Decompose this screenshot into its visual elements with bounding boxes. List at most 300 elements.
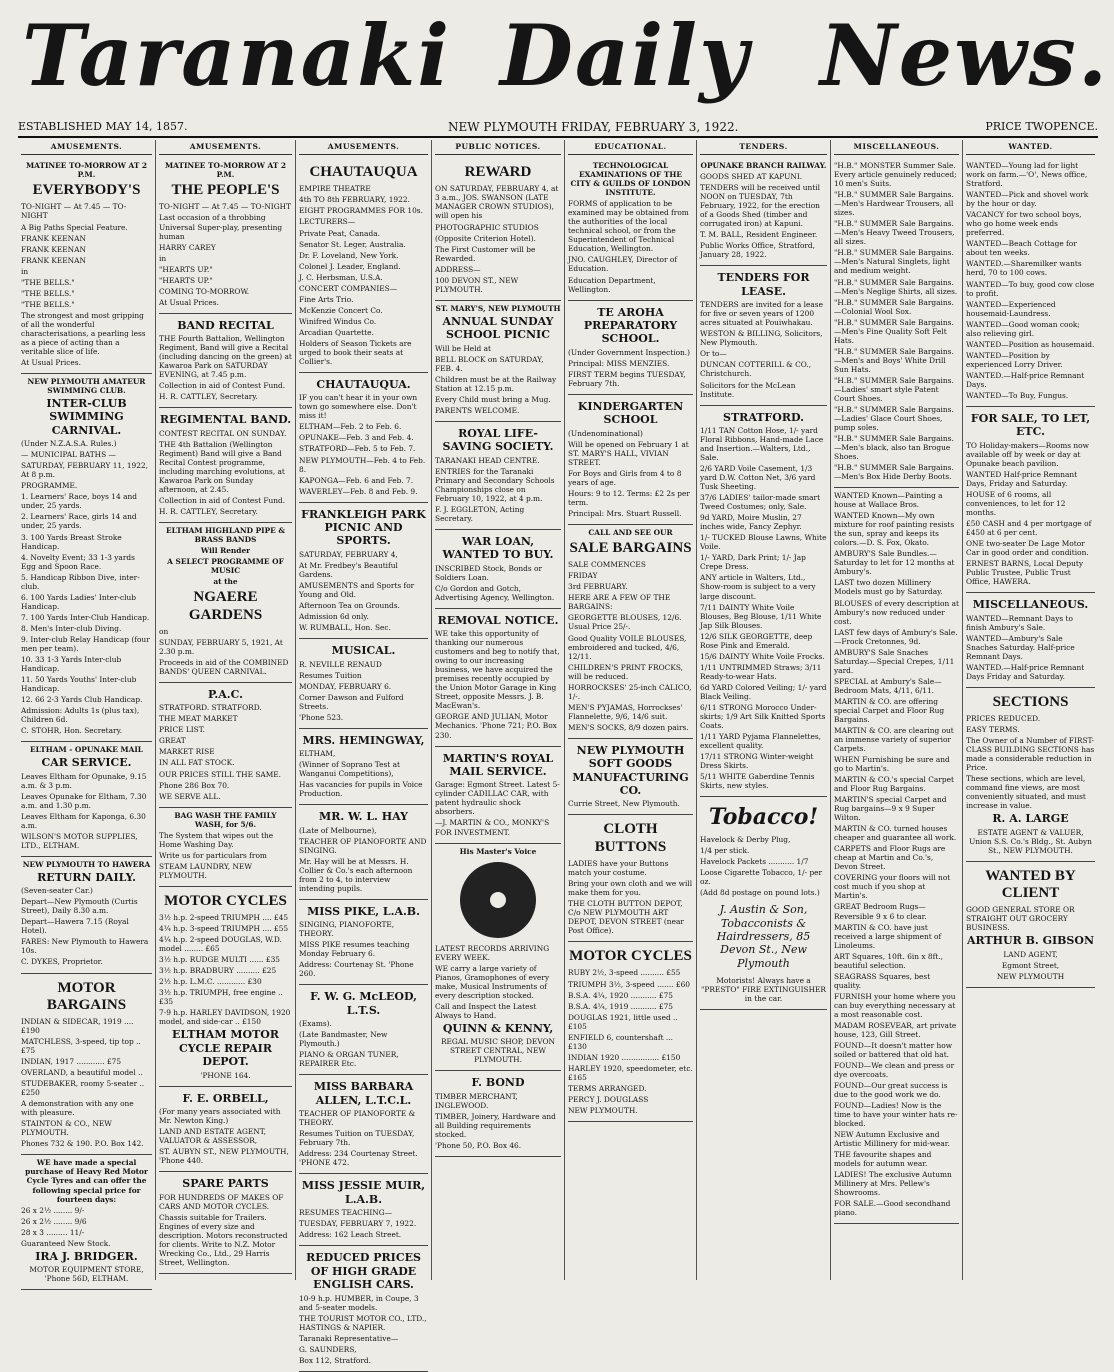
ad-body-line: EIGHT PROGRAMMES FOR 10s. [299, 206, 423, 216]
ad-body-line: in [21, 266, 29, 276]
ad-body-line: FRANK KEENAN [21, 233, 86, 243]
advertisement [568, 301, 693, 395]
ad-body-line: 1/11 TAN Cotton Hose, 1/- yard Floral Ribbons, Hand-made Lace and Insertion.—Walters, Ltd., Sale. [700, 425, 824, 463]
ad-body-line: BLOUSES of every description at Ambury's now reduced under cost. [834, 598, 959, 626]
ad-body-line: Mr. Hay will be at Messrs. H. Collier & Co.'s each afternoon from 2 to 4, to interview intending pupils. [299, 856, 413, 893]
ad-body-line: GEORGE AND JULIAN, Motor Mechanics. 'Phone 721; P.O. Box 230. [435, 712, 557, 740]
ad-body-line: CHILDREN'S PRINT FROCKS, will be reduced. [568, 662, 684, 681]
ad-body-line: FURNISH your home where you can buy everything necessary at a most reasonable cost. [834, 991, 956, 1019]
advertisement [21, 974, 152, 1156]
ad-body-line: Children must be at the Railway Station at 12.15 p.m. [435, 374, 557, 393]
ad-body-line: MADAM ROSEVEAR, art private house, 123, Gill Street. [834, 1020, 957, 1039]
ad-body-line: GREAT [159, 736, 186, 746]
ad-body-line: C/o Gordon and Gotch, Advertising Agency, Wellington. [435, 583, 555, 602]
ad-body-line: Taranaki Representative— [299, 1333, 399, 1343]
ad-headline: SECTIONS [992, 693, 1069, 710]
ad-body-line: T. M. BALL, Resident Engineer. [700, 230, 818, 240]
column [963, 140, 1098, 1280]
ad-body-line: TO Holiday-makers—Rooms now available off by week or day at Opunake beach pavilion. [966, 440, 1089, 468]
ad-subheadline: BAND RECITAL [177, 318, 274, 332]
ad-body-line: FORMS of application to be examined may be obtained from the authorities of the local technical school, or from the Superintendent of Technical Education, Wellington. [568, 199, 689, 254]
ad-body-line: HERE ARE A FEW OF THE BARGAINS: [568, 593, 671, 612]
ad-tail-line: Egmont Street, [1001, 960, 1060, 970]
ad-body-line: COVERING your floors will not cost much if you shop at Martin's. [834, 873, 951, 901]
advertisement [159, 408, 292, 523]
ad-body-line: 37/6 LADIES' tailor-made smart Tweed Costumes; only, Sale. [700, 493, 821, 512]
ad-body-line: PRICES REDUCED. [966, 714, 1041, 724]
advertisement [159, 808, 292, 887]
ad-body-line: WANTED—To buy, good cow close to profit. [966, 279, 1095, 298]
ad-body-line: Phone 286 Box 70. [159, 780, 230, 790]
advertisement [299, 985, 428, 1075]
column-heading: AMUSEMENTS. [159, 140, 292, 155]
ad-body-line: TIMBER, Joinery, Hardware and all Building requirements stocked. [435, 1111, 556, 1139]
ad-body-line: MARKET RISE [159, 747, 215, 757]
ad-body-line: VACANCY for two school boys, who go home week ends preferred. [966, 210, 1082, 238]
ad-body-line: PERCY J. DOUGLASS [568, 1094, 649, 1104]
ad-body-line: Havelock & Derby Plug, [700, 834, 791, 844]
advertisement [700, 158, 827, 266]
ad-body-line: FRIDAY [568, 571, 598, 581]
ad-subheadline: REDUCED PRICES OF HIGH GRADE ENGLISH CARS. [306, 1251, 421, 1292]
ad-body-line: B.S.A. 4¼, 1919 ........... £75 [568, 1001, 673, 1011]
ad-body-line: Leaves Eltham for Opunake, 9.15 a.m. & 3 p.m. [21, 771, 147, 790]
ad-body-line: KAPONGA—Feb. 6 and Feb. 7. [299, 475, 414, 485]
ad-body-line: 6. 100 Yards Ladies' Inter-club Handicap. [21, 592, 136, 611]
ad-body-line: (Opposite Criterion Hotel). [435, 233, 536, 243]
advertisement [159, 887, 292, 1087]
dateline [18, 120, 1098, 138]
ad-intro-line: WE have made a special purchase of Heavy Red Motor Cycle Tyres and can offer the following special price for fourteen days: [25, 1158, 148, 1204]
ad-body-line: SUNDAY, FEBRUARY 5, 1921, At 2.30 p.m. [159, 637, 283, 656]
ad-body-line: AMUSEMENTS and Sports for Young and Old. [299, 580, 415, 599]
ad-body-line: At Usual Prices. [159, 297, 219, 307]
ad-body-line: MEN'S SOCKS, 8/9 dozen pairs. [568, 722, 689, 732]
ad-body-line: Fine Arts Trio. [299, 294, 354, 304]
ad-body-line: 1. Learners' Race, boys 14 and under, 25 yards. [21, 492, 137, 511]
ad-body-line: (Late of Melbourne), [299, 825, 377, 835]
ad-body-line: TERMS ARRANGED. [568, 1083, 647, 1093]
ad-body-line: 1/- TUCKED Blouse Lawns, White Voile. [700, 533, 827, 552]
ad-body-line: ENFIELD 6, countershaft ... £130 [568, 1032, 673, 1051]
ad-body-line: 3½ h.p. BRADBURY .......... £25 [159, 966, 277, 976]
ad-body-line: MARTIN & CO. turned houses cheaper and guarantee all work. [834, 824, 957, 843]
advertisement [159, 1172, 292, 1274]
ad-intro-line: ELTHAM HIGHLAND PIPE & BRASS BANDS [165, 526, 286, 545]
masthead [0, 0, 1114, 118]
ad-body-line: 26 x 2½ ........ 9/6 [21, 1216, 87, 1226]
advertisement [299, 900, 428, 986]
ad-body-line: LATEST RECORDS ARRIVING EVERY WEEK. [435, 943, 550, 962]
ad-body-line: 5. Handicap Ribbon Dive, inter-club. [21, 572, 140, 591]
ad-body-line: JNO. CAUGHLEY, Director of Education. [568, 255, 678, 274]
ad-body-line: "H.B." SUMMER Sale Bargains.—Ladies' smart style Patent Court Shoes. [834, 375, 954, 403]
ad-body-line: "HEARTS UP." [159, 264, 213, 274]
ad-body-line: (Exams). [299, 1019, 332, 1029]
ad-body-line: GOODS SHED AT KAPUNI. [700, 172, 803, 182]
ad-body-line: IF you can't hear it in your own town go somewhere else. Don't miss it! [299, 393, 418, 421]
ad-body-line: on [159, 626, 169, 636]
advertisement [159, 1087, 292, 1173]
masthead-title-daily: Daily [500, 6, 750, 105]
ad-body-line: PIANO & ORGAN TUNER, REPAIRER Etc. [299, 1050, 399, 1069]
ad-tail-line: NEW PLYMOUTH [996, 971, 1065, 981]
ad-body-line: 12/6 SILK GEORGETTE, deep Rose Pink and Emerald. [700, 631, 813, 650]
ad-body-line: 1/11 YARD Pyjama Flannelettes, excellent quality. [700, 731, 822, 750]
ad-subheadline: TE AROHA PREPARATORY SCHOOL. [583, 305, 678, 346]
ad-subheadline: ROYAL LIFE-SAVING SOCIETY. [442, 426, 554, 454]
ad-body-line: THE Fourth Battalion, Wellington Regiment, Band will give a Recital (including dancing on the green) at Kawaroa Park on SATURDAY EVENING, at 7.45 p.m. [159, 334, 292, 380]
ad-body-line: THE CLOTH BUTTON DEPOT, C/o NEW PLYMOUTH ART DEPOT, DEVON STREET (near Post Office). [568, 899, 684, 936]
ad-body-line: EASY TERMS. [966, 725, 1020, 735]
ad-body-line: FRANK KEENAN [21, 255, 86, 265]
ad-body-line: TENDERS are invited for a lease for five or seven years of 1200 acres situated at Pouiwhakau. [700, 300, 823, 328]
ad-body-line: SATURDAY, FEBRUARY 4, [299, 549, 398, 559]
ad-body-line: WANTED—Ambury's Sale Snaches Saturday. Half-price Remnant Days. [966, 633, 1075, 661]
ad-body-line: 1/11 UNTRIMMED Straws; 3/11 Ready-to-wear Hats. [700, 662, 822, 681]
ad-tail-line: Motorists! Always have a "PRESTO" FIRE EXTINGUISHER in the car. [701, 976, 826, 1004]
ad-body-line: (Under Government Inspection.) [568, 347, 691, 357]
ad-body-line: Chassis suitable for Trailers. Engines of every size and description. Motors reconstructed for clients. Write to N.Z. Motor Wrecking Co., Ltd., 29 Harris Street, Wellington. [159, 1212, 288, 1267]
ad-intro-line: His Master's Voice [459, 846, 537, 856]
ad-body-line: SATURDAY, FEBRUARY 11, 1922, At 8 p.m. [21, 461, 148, 480]
ad-body-line: GOOD GENERAL STORE OR STRAIGHT OUT GROCERY BUSINESS. [966, 905, 1075, 933]
ad-body-line: Senator St. Leger, Australia. [299, 239, 406, 249]
ad-body-line: (Add 8d postage on pound lots.) [700, 888, 820, 898]
ad-body-line: (Winner of Soprano Test at Wanganui Competitions), [299, 760, 400, 779]
ad-body-line: DUNCAN COTTERILL & CO., Christchurch. [700, 360, 812, 379]
ad-body-line: PROGRAMME. [21, 481, 78, 491]
ad-body-line: PHOTOGRAPHIC STUDIOS [435, 222, 539, 232]
ad-body-line: ANY article in Walters, Ltd., Show-room is subject to a very large discount. [700, 573, 816, 601]
ad-body-line: "H.B." SUMMER Sale Bargains.—Men's Natural Singlets, light and medium weight. [834, 248, 954, 276]
ad-body-line: 'Phone 50, P.O. Box 46. [435, 1140, 522, 1150]
ad-body-line: CONCERT COMPANIES— [299, 283, 398, 293]
ad-body-line: At Mr. Fredbey's Beautiful Gardens. [299, 560, 398, 579]
ad-body-line: "THE BELLS." [21, 288, 75, 298]
ad-body-line: For Boys and Girls from 4 to 8 years of age. [568, 468, 682, 487]
ad-body-line: ELTHAM—Feb. 2 to Feb. 6. [299, 422, 402, 432]
ad-body-line: Good Quality VOILE BLOUSES, embroidered and tucked, 4/6, 12/11. [568, 633, 687, 661]
ad-body-line: (For many years associated with Mr. Newton King.) [159, 1107, 281, 1126]
ad-body-line: LAST two dozen Millinery Models must go by Saturday. [834, 578, 943, 597]
ad-subheadline: IRA J. BRIDGER. [35, 1249, 138, 1263]
ad-body-line: TIMBER MERCHANT, INGLEWOOD. [435, 1091, 518, 1110]
ad-body-line: LADIES have your Buttons match your costume. [568, 858, 669, 878]
ad-body-line: OVERLAND, a beautiful model .. [21, 1068, 143, 1078]
ad-body-line: Collection in aid of Contest Fund. [159, 381, 286, 391]
ad-body-line: TEACHER OF PIANOFORTE & THEORY. [299, 1109, 416, 1128]
ad-subheadline: TENDERS FOR LEASE. [717, 271, 810, 298]
ad-body-line: WANTED Known—My own mixture for roof painting resists the sun, spray and keeps its colors.—D. S. Fox, Okato. [834, 511, 955, 548]
ad-body-line: Bring your own cloth and we will make them for you. [568, 879, 693, 898]
ad-body-line: The Owner of a Number of FIRST-CLASS BUILDING SECTIONS has made a considerable reduction in Price. [966, 736, 1095, 773]
column [156, 140, 296, 1280]
ad-body-line: 6/11 STRONG Morocco Under-skirts; 1/9 Art Silk Knitted Sports Coats. [700, 702, 826, 730]
ad-body-line: COMING TO-MORROW. [159, 286, 250, 296]
ad-body-line: WANTED—Young lad for light work on farm.—'O', News office, Stratford. [966, 161, 1088, 189]
ad-body-line: £50 CASH and 4 per mortgage of £450 at 6 per cent. [966, 518, 1092, 537]
advertisement [966, 862, 1095, 988]
ad-body-line: INSCRIBED Stock, Bonds or Soldiers Loan. [435, 563, 542, 582]
ad-body-line: TEACHER OF PIANOFORTE AND SINGING. [299, 836, 427, 855]
ad-body-line: 28 x 3 ......... 11/- [21, 1227, 85, 1237]
ad-subheadline: MRS. HEMINGWAY, [302, 733, 425, 747]
ad-body-line: ENTRIES for the Taranaki Primary and Secondary Schools Championships close on February 10, 1922, at 4 p.m. [435, 466, 555, 503]
advertisement [435, 422, 561, 530]
ad-body-line: 1/- YARD, Dark Print; 1/- Jap Crepe Dress. [700, 553, 806, 572]
advertisement [435, 158, 561, 301]
ad-intro-line: MATINEE TO-MORROW AT 2 P.M. [25, 161, 148, 180]
ad-body-line: Leaves Opunake for Eltham, 7.30 a.m. and 1.30 p.m. [21, 791, 147, 810]
ad-body-line: TUESDAY, FEBRUARY 7, 1922. [299, 1219, 417, 1229]
ad-body-line: GREAT Bedroom Rugs—Reversible 9 x 6 to clear. [834, 902, 927, 921]
ad-subheadline: INTER-CLUB SWIMMING CARNIVAL. [46, 397, 127, 437]
ad-body-line: "H.B." SUMMER Sale Bargains.—Men's Heavy Tweed Trousers, all sizes. [834, 219, 955, 247]
advertisement [966, 407, 1095, 593]
ad-body-line: 'Phone 523. [299, 712, 344, 722]
ad-subheadline: MISS PIKE, L.A.B. [307, 904, 420, 918]
ad-body-line: 9. Inter-club Relay Handicap (four men per team). [21, 634, 150, 653]
masthead-title-taranaki: Taranaki [22, 6, 452, 105]
ad-body-line: WILSON'S MOTOR SUPPLIES, LTD., ELTHAM. [21, 831, 138, 850]
ad-body-line: FRANK KEENAN [21, 244, 86, 254]
ad-body-line: SPECIAL at Ambury's Sale—Bedroom Mats, 4/11, 6/11. [834, 676, 942, 695]
ad-body-line: 3½ h.p. 2-speed TRIUMPH .... £45 [159, 913, 289, 923]
column-heading: EDUCATIONAL. [568, 140, 693, 155]
ad-body-line: W. RUMBALL, Hon. Sec. [299, 623, 391, 633]
ad-body-line: 2/6 YARD Voile Casement, 1/3 yard D.W. Cotton Net, 3/6 yard Tusk Sheeting. [700, 464, 816, 492]
ad-body-line: G. SAUNDERS, [299, 1344, 357, 1354]
ad-body-line: FOUND—It doesn't matter how soiled or battered that old hat. [834, 1040, 953, 1059]
ad-headline: NGAERE GARDENS [188, 589, 263, 623]
ad-body-line: MARTIN & CO. are clearing out an immense variety of superior Carpets. [834, 725, 954, 753]
ad-body-line: 7-9 h.p. HARLEY DAVIDSON, 1920 model, and side-car .. £150 [159, 1008, 291, 1027]
ad-body-line: "H.B." MONSTER Summer Sale. Every article genuinely reduced; 10 men's Suits. [834, 161, 957, 189]
ad-body-line: WANTED—Pick and shovel work by the hour or day. [966, 190, 1089, 209]
ad-body-line: R. NEVILLE RENAUD [299, 659, 382, 669]
ad-body-line: Winifred Windus Co. [299, 316, 377, 326]
ad-headline: MOTOR BARGAINS [46, 979, 127, 1013]
ad-body-line: FOR HUNDREDS OF MAKES OF CARS AND MOTOR CYCLES. [159, 1192, 284, 1211]
ad-body-line: 12. 66 2-3 Yards Club Handicap. [21, 695, 143, 705]
ad-body-line: Hours: 9 to 12. Terms: £2 2s per term. [568, 488, 690, 507]
ad-body-line: WHEN Furnishing be sure and go to Martin's. [834, 755, 950, 774]
advertisement [568, 739, 693, 816]
ad-body-line: Currie Street, New Plymouth. [568, 799, 680, 809]
ad-body-line: THE MEAT MARKET [159, 714, 238, 724]
ad-body-line: ELTHAM, [299, 749, 336, 759]
ad-body-line: WANTED—Good woman cook; also relieving girl. [966, 319, 1080, 338]
ad-body-line: WANTED Known—Painting a house at Wallace Bros. [834, 491, 943, 510]
ad-intro-line: ST. MARY'S, NEW PLYMOUTH [435, 303, 561, 313]
column [432, 140, 565, 1280]
ad-body-line: LECTURERS— [299, 217, 356, 227]
advertisement [21, 1155, 152, 1290]
established-date: ESTABLISHED MAY 14, 1857. [18, 120, 188, 133]
column-heading: PUBLIC NOTICES. [435, 140, 561, 155]
ad-body-line: ERNEST BARNS, Local Deputy Public Trustee, Public Trust Office, HAWERA. [966, 559, 1084, 587]
column [296, 140, 432, 1365]
ad-body-line: 100 DEVON ST., NEW PLYMOUTH. [435, 275, 519, 294]
ad-body-line: "H.B." SUMMER Sale Bargains.—Men's Fine Quality Soft Felt Hats. [834, 317, 954, 345]
ad-body-line: HARRY CAREY [159, 242, 216, 252]
advertisement [21, 374, 152, 742]
ad-body-line: AMBURY'S Sale Snaches Saturday.—Special Crepes, 1/11 yard. [834, 647, 955, 675]
ad-body-line: Collection in aid of Contest Fund. [159, 496, 286, 506]
ad-body-line: Every Child must bring a Mug. [435, 394, 551, 404]
ad-body-line: PRICE LIST. [159, 725, 205, 735]
ad-body-line: AMBURY'S Sale Bundles.—Saturday to let for 12 months at Ambury's. [834, 549, 955, 577]
ad-body-line: FOUND—We clean and press or dye overcoats. [834, 1060, 955, 1080]
ad-body-line: (Under N.Z.A.S.A. Rules.) [21, 439, 117, 449]
ad-subheadline: MISS JESSIE MUIR, L.A.B. [301, 1179, 426, 1206]
ad-body-line: WESTON & BILLING, Solicitors, New Plymouth. [700, 329, 823, 348]
ad-body-line: ST. AUBYN ST., NEW PLYMOUTH, 'Phone 440. [159, 1147, 289, 1166]
ad-body-line: FOR SALE.—Good secondhand piano. [834, 1199, 951, 1218]
ad-body-line: Afternoon Tea on Grounds. [299, 601, 400, 611]
ad-body-line: 4th TO 8th FEBRUARY, 1922. [299, 195, 410, 205]
ad-body-line: WANTED—Remnant Days to finish Ambury's Sale. [966, 613, 1073, 632]
ad-subheadline: CAR SERVICE. [41, 756, 132, 770]
ad-headline: CHAUTAUQUA [309, 164, 418, 181]
ad-subheadline: FOR SALE, TO LET, ETC. [970, 411, 1091, 439]
ad-tail-line: LAND AGENT, [1003, 949, 1058, 959]
ad-body-line: Guaranteed New Stock. [21, 1238, 111, 1248]
ad-body-line: 26 x 2½ ........ 9/- [21, 1205, 85, 1215]
ad-body-line: THE 4th Battalion (Wellington Regiment) Band will give a Band Recital Contest programme, including marching evolutions, at Kawaroa Park on Sunday afternoon, at 2.45. [159, 439, 285, 494]
advertisement [435, 609, 561, 747]
column [831, 140, 963, 1280]
advertisement [568, 395, 693, 525]
advertisement [299, 639, 428, 729]
column [565, 140, 697, 1280]
ad-body-line: (Late Bandmaster, New Plymouth.) [299, 1030, 388, 1049]
ad-body-line: Solicitors for the McLean Institute. [700, 380, 796, 399]
ad-subheadline: NEW PLYMOUTH SOFT GOODS MANUFACTURING CO. [572, 743, 689, 798]
advertisement [159, 523, 292, 683]
ad-headline: MOTOR CYCLES [164, 892, 287, 909]
ad-body-line: INDIAN 1920 ................ £150 [568, 1052, 681, 1062]
ad-body-line: Havelock Packets ........... 1/7 [700, 857, 809, 867]
advertisement [568, 525, 693, 739]
advertisement [299, 1246, 428, 1371]
ad-body-line: TO-NIGHT — At 7.45 — TO-NIGHT [21, 202, 127, 221]
issue-date: NEW PLYMOUTH FRIDAY, FEBRUARY 3, 1922. [448, 120, 739, 134]
ad-body-line: A demonstration with any one with pleasure. [21, 1099, 134, 1118]
ad-body-line: Will be opened on February 1 at ST. MARY'S HALL, VIVIAN STREET. [568, 439, 689, 467]
ad-body-line: 4¼ h.p. 3-speed TRIUMPH .... £55 [159, 924, 289, 934]
advertisement [700, 406, 827, 798]
ad-intro-line: NEW PLYMOUTH AMATEUR SWIMMING CLUB. [27, 376, 146, 395]
ad-body-line: 10. 33 1-3 Yards Inter-club Handicap. [21, 654, 122, 673]
ad-body-line: LAST few days of Ambury's Sale.—Frock Cretonnes, 9d. [834, 627, 958, 646]
advertisement [435, 301, 561, 422]
ad-body-line: WANTED—To Buy, Fungus. [966, 390, 1069, 400]
ad-body-line: LAND AND ESTATE AGENT, VALUATOR & ASSESSOR, [159, 1127, 266, 1146]
ad-body-line: STEAM LAUNDRY, NEW PLYMOUTH. [159, 861, 252, 880]
ad-body-line: in [159, 253, 167, 263]
ad-body-line: 8. Men's Inter-club Diving. [21, 623, 122, 633]
ad-body-line: SINGING, PIANOFORTE, THEORY. [299, 920, 395, 939]
ad-body-line: "H.B." SUMMER Sale Bargains.—Men's black, also tan Brogue Shoes. [834, 434, 954, 462]
ad-headline: MOTOR CYCLES [569, 948, 692, 965]
ad-intro-line: CALL AND SEE OUR [588, 528, 673, 538]
ad-body-line: Loose Cigarette Tobacco, 1/- per oz. [700, 868, 823, 887]
ad-subheadline: ELTHAM MOTOR CYCLE REPAIR DEPOT. [171, 1028, 279, 1069]
ad-body-line: 15/6 DAINTY White Voile Frocks. [700, 651, 825, 661]
ad-body-line: FARES: New Plymouth to Hawera 10s. [21, 937, 149, 956]
ad-body-line: At Usual Prices. [21, 357, 81, 367]
ad-intro-line: TECHNOLOGICAL EXAMINATIONS OF THE CITY & GUILDS OF LONDON INSTITUTE. [570, 161, 691, 198]
ad-body-line: Depart—Hawera 7.15 (Royal Hotel). [21, 917, 129, 936]
ad-body-line: "H.B." SUMMER Sale Bargains.—Men's Neglige Shirts, all sizes. [834, 277, 958, 296]
ad-body-line: 3½ h.p. RUDGE MULTI ...... £35 [159, 955, 280, 965]
ad-body-line: Will be Held at [435, 343, 491, 353]
ad-body-line: WANTED Half-price Remnant Days, Friday and Saturday. [966, 469, 1078, 488]
ad-body-line: Private Peat, Canada. [299, 228, 380, 238]
ad-body-line: FOUND—Our great success is due to the good work we do. [834, 1081, 948, 1100]
ad-body-line: WANTED—Beach Cottage for about ten weeks. [966, 239, 1077, 258]
ad-intro-line: MATINEE TO-MORROW AT 2 P.M. [164, 161, 287, 180]
ad-body-line: RESUMES TEACHING— [299, 1208, 393, 1218]
ad-tail-line: MOTOR EQUIPMENT STORE, 'Phone 56D, ELTHAM. [29, 1265, 144, 1284]
advertisement [435, 530, 561, 609]
column [697, 140, 831, 1280]
ad-body-line: Public Works Office, Stratford, January 28, 1922. [700, 241, 816, 260]
ad-body-line: Has vacancies for pupils in Voice Production. [299, 780, 423, 799]
ad-body-line: Address: 234 Courtenay Street. 'PHONE 472. [299, 1149, 418, 1168]
ad-body-line: HORROCKSES' 25-inch CALICO, 1/-. [568, 682, 692, 701]
column-heading: TENDERS. [700, 140, 827, 155]
ad-body-line: Dr. F. Loveland, New York. [299, 250, 399, 260]
advertisement [568, 815, 693, 942]
ad-body-line: NEW PLYMOUTH—Feb. 4 to Feb. 8. [299, 455, 426, 474]
ad-subheadline: P.A.C. [207, 687, 244, 701]
ad-body-line: WANTED.—Sharemilker wants herd, 70 to 100 cows. [966, 259, 1082, 278]
ad-body-line: Colonel J. Leader, England. [299, 261, 401, 271]
ad-body-line: CONTEST RECITAL ON SUNDAY. [159, 428, 287, 438]
ad-body-line: Or to— [700, 349, 727, 359]
ad-body-line: WAVERLEY—Feb. 8 and Feb. 9. [299, 486, 418, 496]
ad-body-line: 3rd FEBRUARY. [568, 582, 628, 592]
ad-body-line: Admission 6d only. [299, 612, 369, 622]
ad-body-line: Phones 732 & 190. P.O. Box 142. [21, 1139, 144, 1149]
ad-body-line: 4¼ h.p. 2-speed DOUGLAS, W.D. model ........ £65 [159, 935, 282, 954]
ad-body-line: NEW Autumn Exclusive and Artistic Millinery for mid-wear. [834, 1130, 950, 1149]
ad-body-line: HOUSE of 6 rooms, all conveniences, to let for 12 months. [966, 489, 1066, 517]
ad-body-line: Last occasion of a throbbing Universal Super-play, presenting human [159, 213, 283, 241]
ad-body-line: LADIES! The exclusive Autumn Millinery at Mrs. Pellew's Showrooms. [834, 1170, 952, 1198]
ad-subheadline: FRANKLEIGH PARK PICNIC AND SPORTS. [301, 507, 426, 548]
ad-body-line: WANTED—Experienced housemaid-Laundress. [966, 299, 1056, 318]
advertisement [299, 1174, 428, 1246]
ad-body-line: MATCHLESS, 3-speed, tip top .. £75 [21, 1037, 141, 1056]
ad-body-line: STUDEBAKER, roomy 5-seater .. £250 [21, 1079, 145, 1098]
ad-body-line: Garage: Egmont Street. Latest 5-cylinder CADILLAC CAR, with patent hydraulic shock absorbers. [435, 780, 560, 817]
ad-body-line: EMPIRE THEATRE [299, 184, 371, 194]
ad-subheadline: MARTIN'S ROYAL MAIL SERVICE. [442, 751, 554, 778]
ad-body-line: INDIAN & SIDECAR, 1919 .... £190 [21, 1017, 134, 1036]
ad-body-line: MARTIN & CO. are offering special Carpet and Floor Rug Bargains. [834, 696, 945, 724]
ad-body-line: Corner Dawson and Fulford Streets. [299, 692, 404, 711]
ad-subheadline: F. E. ORBELL, [182, 1091, 269, 1105]
ad-body-line: "THE BELLS." [21, 299, 75, 309]
ad-body-line: THE TOURIST MOTOR CO., LTD., HASTINGS & NAPIER. [299, 1313, 427, 1332]
ad-subheadline: ANNUAL SUNDAY SCHOOL PICNIC [442, 314, 554, 342]
ad-body-line: CARPETS and Floor Rugs are cheap at Martin and Co.'s, Devon Street. [834, 844, 946, 872]
ad-body-line: MARTIN'S special Carpet and Rug bargains—9 x 9 Super Wilton. [834, 795, 947, 823]
